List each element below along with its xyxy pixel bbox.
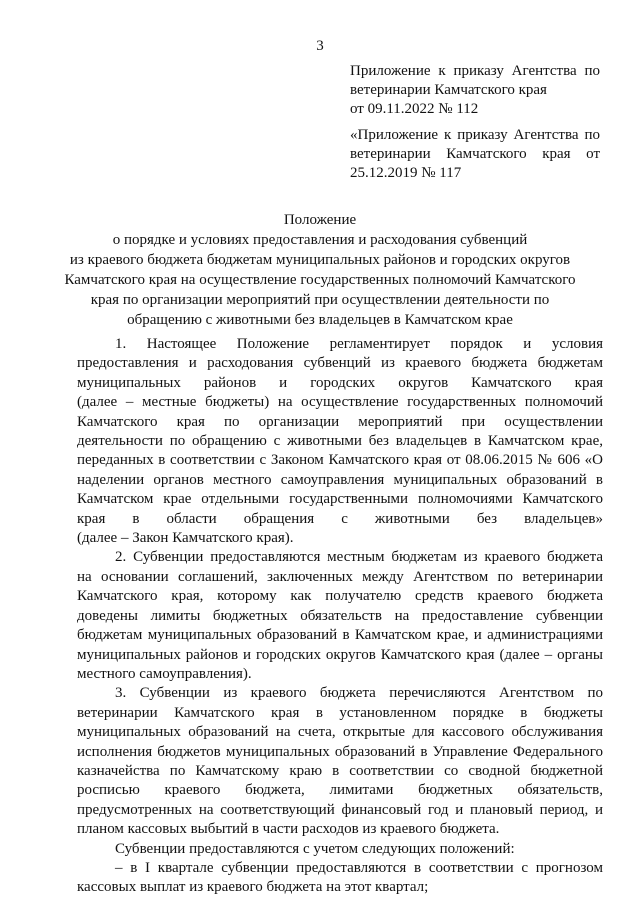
paragraph-1-line: наделении органов местного самоуправления муниципальных образований в	[77, 471, 603, 488]
paragraph-1-line: переданных в соответствии с Законом Камчатского края от 08.06.2015 № 606 «О	[77, 452, 603, 469]
paragraph-2-line: доведены лимиты бюджетных обязательств на предоставление субвенции	[77, 607, 603, 624]
document-body	[77, 335, 603, 898]
title-line: о порядке и условиях предоставления и расходования субвенций	[112, 232, 528, 248]
paragraph-2-line: муниципальных районов и городских округов Камчатского края (далее – органы	[77, 646, 603, 663]
paragraph-1-line: предоставления и расходования субвенций из краевого бюджета бюджетам	[77, 355, 603, 372]
title-heading: Положение	[283, 212, 357, 228]
paragraph-2-line: на основании соглашений, заключенных между Агентством по ветеринарии	[77, 568, 603, 585]
paragraph-3-line: росписью краевого бюджета, лимитами бюджетных обязательств,	[77, 782, 603, 799]
appendix-line: Приложение к приказу Агентства по	[350, 63, 600, 79]
paragraph-3-line: предусмотренных на соответствующий финансовый год и плановый период, и	[77, 801, 603, 818]
paragraph-3-line: казначейства по Камчатскому краю в соответствии со сводной бюджетной	[77, 762, 603, 779]
appendix-line: ветеринарии Камчатского края	[350, 82, 547, 98]
paragraph-1-line: деятельности по обращению с животными без владельцев в Камчатском крае,	[77, 433, 603, 450]
appendix-line: «Приложение к приказу Агентства по	[350, 127, 600, 143]
title-line: из краевого бюджета бюджетам муниципальных районов и городских округов	[69, 252, 571, 268]
paragraph-2-line: Камчатского края, которому как получателю средств краевого бюджета	[77, 588, 603, 605]
paragraph-2-line: местного самоуправления).	[77, 665, 252, 682]
title-line: края по организации мероприятий при осуществлении деятельности по	[90, 292, 550, 308]
appendix-original-reference	[350, 126, 600, 183]
title-line: обращению с животными без владельцев в Камчатском крае	[127, 312, 513, 328]
paragraph-1-line: (далее – Закон Камчатского края).	[77, 530, 294, 547]
paragraph-1-line: (далее – местные бюджеты) на осуществление государственных полномочий	[77, 394, 603, 411]
appendix-current-reference	[350, 62, 600, 119]
appendix-line: от 09.11.2022 № 112	[350, 101, 479, 117]
appendix-line: ветеринарии Камчатского края от	[350, 146, 600, 162]
paragraph-1-line: муниципальных районов и городских округов Камчатского края	[77, 374, 603, 391]
paragraph-3-line: исполнения бюджетов муниципальных образований в Управление Федерального	[77, 743, 603, 760]
paragraph-2-line: бюджетам муниципальных образований в Камчатском крае, и администрациями	[77, 627, 603, 644]
appendix-line: 25.12.2019 № 117	[350, 165, 462, 181]
paragraph-2-line: 2. Субвенции предоставляются местным бюджетам из краевого бюджета	[115, 549, 603, 566]
paragraph-3-line: планом кассовых выбытий в части расходов из краевого бюджета.	[77, 821, 500, 838]
list-item-line: – в I квартале субвенции предоставляются в соответствии с прогнозом	[115, 859, 603, 876]
document-title	[60, 210, 580, 330]
page-number: 3	[316, 38, 324, 54]
paragraph-1-line: Камчатском крае отдельными государственными полномочиями Камчатского	[77, 491, 603, 508]
paragraph-1-line: Камчатского края по организации мероприятий при осуществлении	[77, 413, 603, 430]
title-line: Камчатского края на осуществление государственных полномочий Камчатского	[64, 272, 576, 288]
paragraph-4-line: Субвенции предоставляются с учетом следующих положений:	[115, 840, 515, 857]
paragraph-3-line: 3. Субвенции из краевого бюджета перечисляются Агентством по	[115, 685, 603, 702]
list-item-line: кассовых выплат из краевого бюджета на этот квартал;	[77, 879, 429, 896]
paragraph-3-line: ветеринарии Камчатского края в установленном порядке в бюджеты	[77, 704, 603, 721]
paragraph-1-line: края в области обращения с животными без владельцев»	[77, 510, 603, 527]
paragraph-3-line: муниципальных образований на счета, открытые для кассового обслуживания	[77, 724, 603, 741]
paragraph-1-line: 1. Настоящее Положение регламентирует порядок и условия	[115, 336, 603, 352]
